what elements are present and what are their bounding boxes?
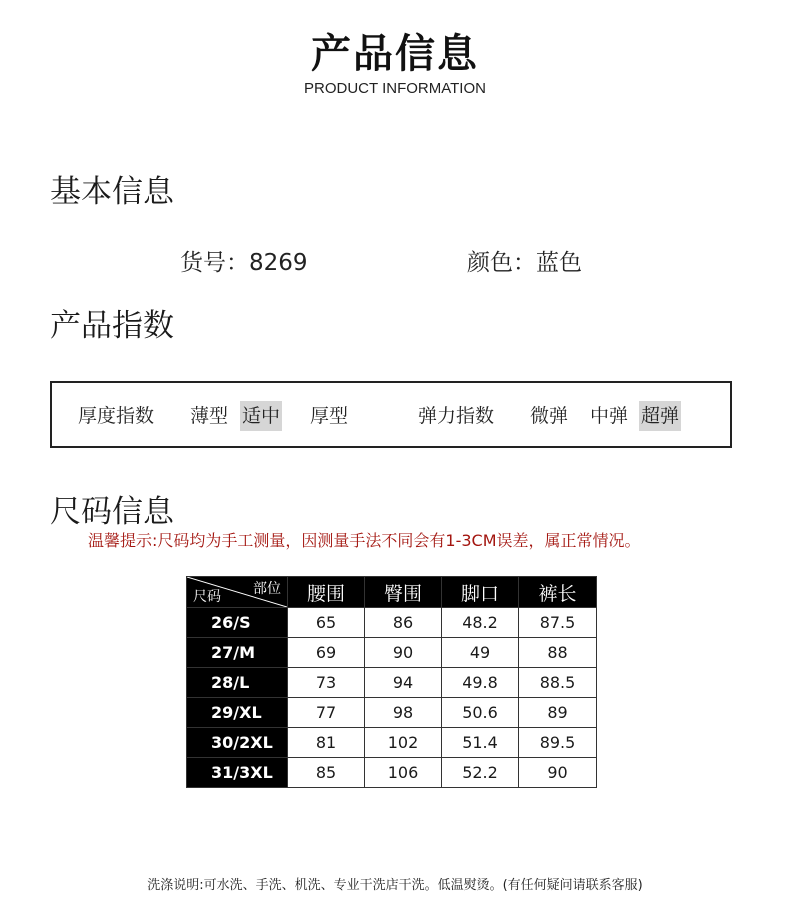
thickness-label: 厚度指数 [78,405,155,427]
table-row [187,638,597,668]
thickness-option: 适中 [240,401,282,431]
table-row [187,608,597,638]
size-info-title: 尺码信息 [50,494,174,530]
table-cell: 50.6 [442,698,519,728]
page-title: 产品信息 [311,30,479,77]
size-label: 29/XL [187,698,288,728]
size-table [186,576,597,788]
elasticity-option: 中弹 [590,405,629,427]
product-index-title: 产品指数 [50,308,174,344]
size-label: 27/M [187,638,288,668]
table-row [187,758,597,788]
basic-info-title: 基本信息 [50,174,174,210]
table-cell: 89.5 [519,728,597,758]
table-row [187,698,597,728]
table-cell: 98 [365,698,442,728]
table-cell: 65 [288,608,365,638]
measurement-notice: 温馨提示:尺码均为手工测量，因测量手法不同会有1-3CM误差，属正常情况。 [88,531,641,550]
table-cell: 86 [365,608,442,638]
table-cell: 106 [365,758,442,788]
elasticity-label: 弹力指数 [418,405,495,427]
column-header: 腰围 [288,577,365,608]
table-cell: 94 [365,668,442,698]
table-row [187,728,597,758]
table-row [187,668,597,698]
table-cell: 87.5 [519,608,597,638]
table-cell: 48.2 [442,608,519,638]
table-cell: 88 [519,638,597,668]
table-cell: 49.8 [442,668,519,698]
table-cell: 85 [288,758,365,788]
table-cell: 88.5 [519,668,597,698]
table-cell: 90 [519,758,597,788]
thickness-option: 薄型 [190,405,229,427]
size-label: 26/S [187,608,288,638]
table-cell: 89 [519,698,597,728]
elasticity-option: 超弹 [639,401,681,431]
table-cell: 51.4 [442,728,519,758]
page-subtitle: PRODUCT INFORMATION [304,80,486,97]
table-cell: 52.2 [442,758,519,788]
table-cell: 90 [365,638,442,668]
size-label: 30/2XL [187,728,288,758]
corner-label-part: 部位 [253,581,281,597]
column-header: 脚口 [442,577,519,608]
column-header: 裤长 [519,577,597,608]
table-cell: 81 [288,728,365,758]
table-cell: 73 [288,668,365,698]
size-label: 31/3XL [187,758,288,788]
elasticity-option: 微弹 [530,405,569,427]
thickness-option: 厚型 [310,405,349,427]
table-cell: 102 [365,728,442,758]
item-number: 货号：8269 [180,250,308,276]
corner-label-size: 尺码 [193,589,221,605]
table-corner-cell [187,577,288,608]
table-cell: 69 [288,638,365,668]
table-cell: 77 [288,698,365,728]
product-index-box [50,381,732,448]
wash-instructions: 洗涤说明:可水洗、手洗、机洗、专业干洗店干洗。低温熨烫。(有任何疑问请联系客服) [147,878,643,893]
product-color: 颜色：蓝色 [467,250,582,276]
column-header: 臀围 [365,577,442,608]
table-header-row [187,577,597,608]
size-label: 28/L [187,668,288,698]
table-cell: 49 [442,638,519,668]
